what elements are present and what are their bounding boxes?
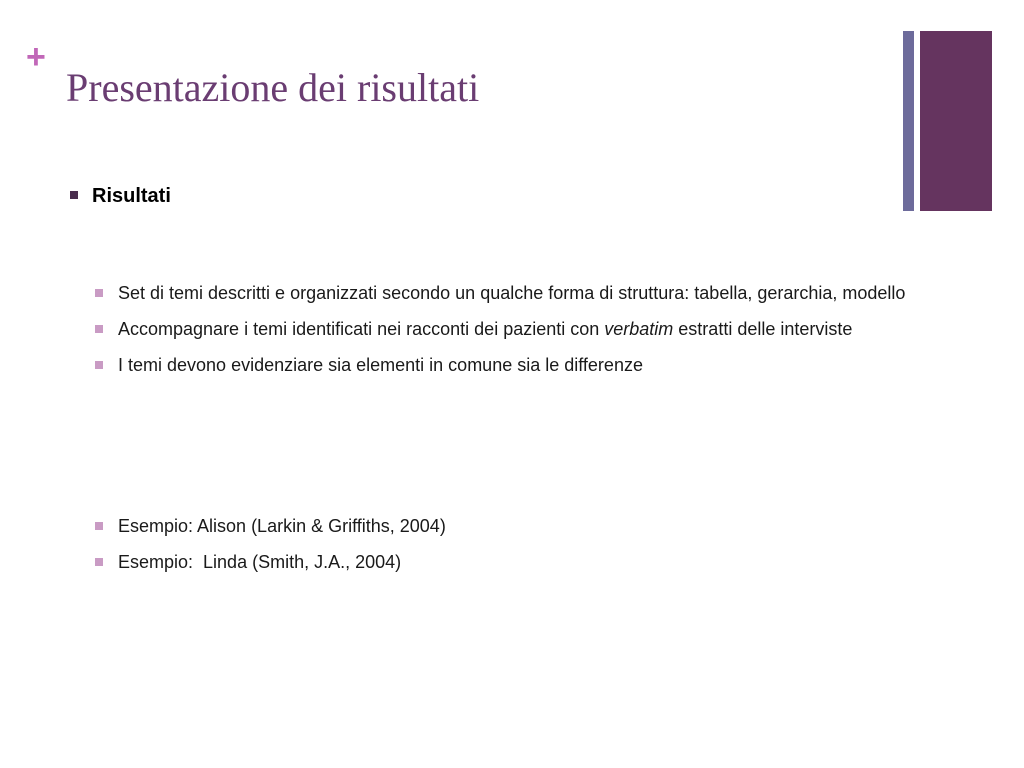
section-heading-label: Risultati <box>92 185 171 207</box>
square-bullet-icon <box>95 522 103 530</box>
decorative-bar-wide <box>920 31 992 211</box>
example-text: Esempio: Linda (Smith, J.A., 2004) <box>118 552 402 572</box>
bullet-text-after: estratti delle interviste <box>673 319 853 339</box>
list-item <box>94 513 894 540</box>
decorative-bar-thin <box>903 31 914 211</box>
section-heading <box>70 183 171 209</box>
bullet-text: I temi devono evidenziare sia elementi in comune sia le differenze <box>118 355 643 375</box>
list-item <box>94 316 944 343</box>
square-bullet-icon <box>95 289 103 297</box>
bullet-text: Set di temi descritti e organizzati secondo un qualche forma di struttura: tabella, gerarchia, modello <box>118 283 906 303</box>
list-item <box>94 352 944 379</box>
bullet-text-before: Accompagnare i temi identificati nei racconti dei pazienti con <box>118 319 605 339</box>
square-bullet-icon <box>95 558 103 566</box>
examples-bullet-list <box>94 513 894 585</box>
example-text: Esempio: Alison (Larkin & Griffiths, 2004) <box>118 516 446 536</box>
square-bullet-icon <box>95 361 103 369</box>
square-bullet-icon <box>95 325 103 333</box>
bullet-text-italic: verbatim <box>604 319 674 339</box>
plus-icon: + <box>26 38 46 76</box>
list-item <box>94 280 944 307</box>
list-item <box>94 549 894 576</box>
square-bullet-icon <box>70 191 78 199</box>
slide-title: Presentazione dei risultati <box>66 65 480 110</box>
results-bullet-list <box>94 280 944 388</box>
